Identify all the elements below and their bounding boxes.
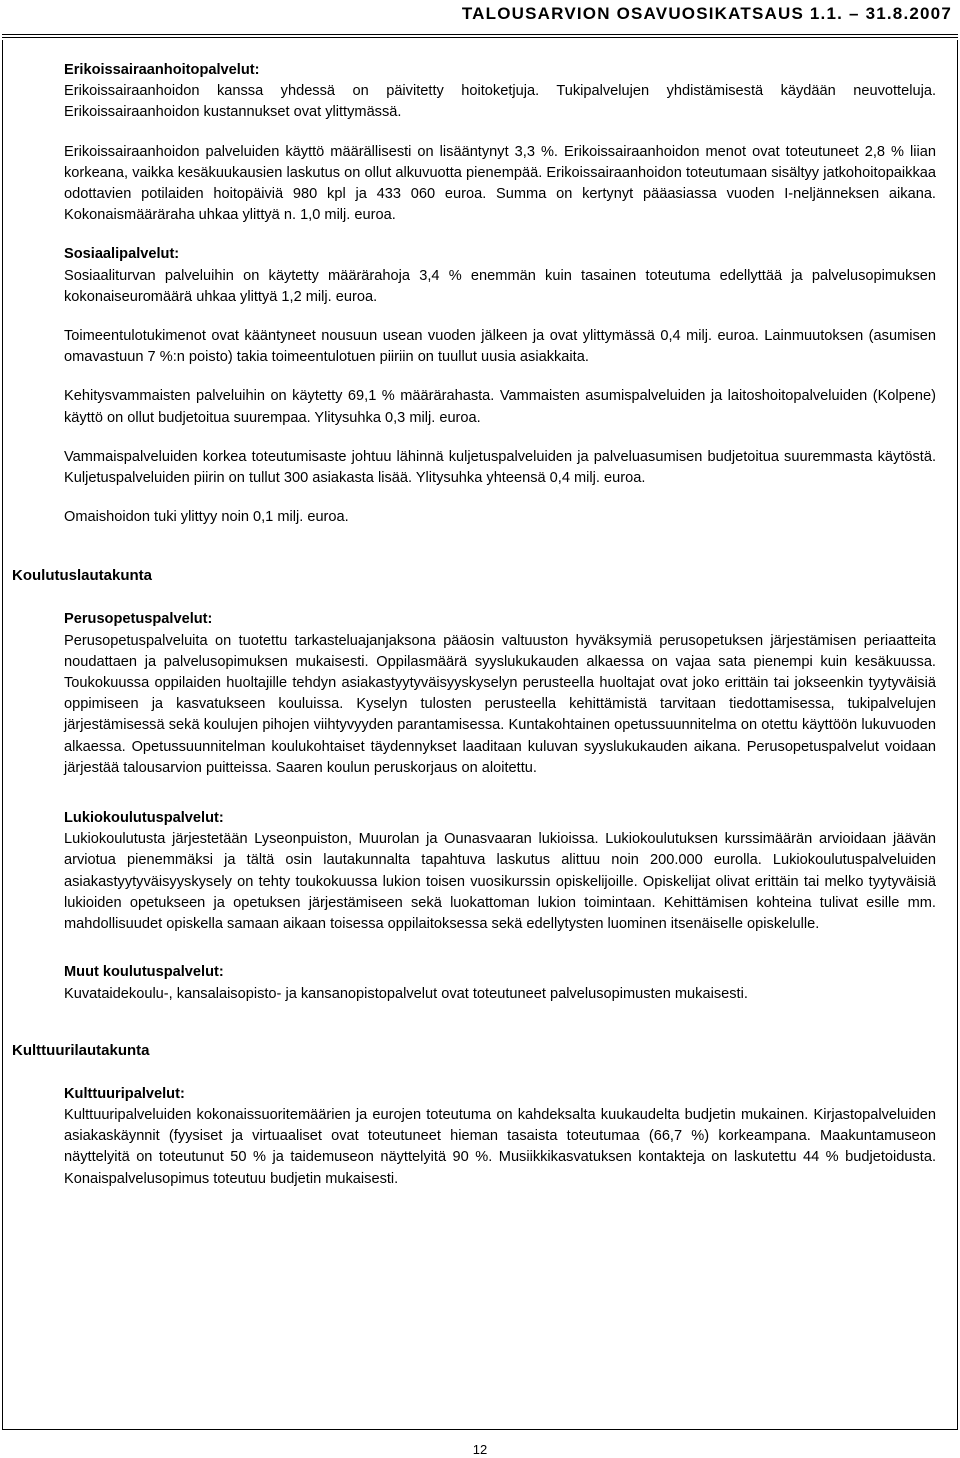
section-erikoissairaanhoito: [64, 60, 936, 226]
sosiaalipalvelut-paragraph-3: Kehitysvammaisten palveluihin on käytetty 69,1 % määrärahasta. Vammaisten asumispalveluiden ja laitoshoitopalveluiden (Kolpene) käyttö on ollut budjetoitua suurempaa. Ylitysuhka 0,3 milj. euroa.: [64, 388, 936, 426]
perusopetuspalvelut-heading: Perusopetuspalvelut:: [64, 611, 213, 628]
page-header: [0, 2, 960, 40]
muut-koulutuspalvelut-heading: Muut koulutuspalvelut:: [64, 964, 224, 981]
erikoissairaanhoito-heading: Erikoissairaanhoitopalvelut:: [64, 62, 260, 78]
section-perusopetuspalvelut: [64, 609, 936, 779]
section-sosiaalipalvelut: [64, 244, 936, 528]
sosiaalipalvelut-paragraph-1: Sosiaaliturvan palveluihin on käytetty määrärahoja 3,4 % enemmän kuin tasainen toteutuma edellyttää ja palvelusopimuksen kokonaiseuromäärä uhkaa ylittyä 1,2 milj. euroa.: [64, 267, 936, 305]
sosiaalipalvelut-paragraph-2: Toimeentulotukimenot ovat kääntyneet nousuun usean vuoden jälkeen ja ovat ylittymässä 0,4 milj. euroa. Lainmuutoksen (asumisen omavastuun 7 %:n poisto) takia toimeentulotuen piiriin on tuullut uusia asiakkaita.: [64, 328, 936, 366]
lukiokoulutuspalvelut-heading: Lukiokoulutuspalvelut:: [64, 810, 224, 827]
sosiaalipalvelut-paragraph-4: Vammaispalveluiden korkea toteutumisaste johtuu lähinnä kuljetuspalveluiden ja palveluasumisen budjetoitua suuremmasta käytöstä. Kuljetuspalveluiden piirin on tullut 300 asiakasta lisää. Ylitysuhka yhteensä 0,4 milj. euroa.: [64, 448, 936, 487]
sosiaalipalvelut-paragraph-5: Omaishoidon tuki ylittyy noin 0,1 milj. euroa.: [64, 509, 349, 526]
page-number: 12: [472, 1442, 488, 1457]
perusopetuspalvelut-paragraph: Perusopetuspalveluita on tuotettu tarkasteluajanjaksona pääosin valtuuston hyväksymiä perusopetuksen järjestämisen periaatteita noudattaen ja palvelusopimuksen mukaisesti. Oppilasmäärä syyslukukauden alkaessa on vajaa sata pienempi kuin kesäkuussa. Toukokuussa oppilaiden huoltajille tehdyn asiakastyytyväisyyskyselyn perusteella huoltajat ovat joko erittäin tai jokseenkin tyytyväisiä oppimiseen ja kasvatukseen kouluissa. Kyselyn tulosten perusteella kehittämistä tarvitaan tiedottamisessa, tukipalvelujen järjestämisessä sekä koulujen pihojen viihtyvyyden parantamisessa. Kuntakohtainen opetussuunnitelma on otettu käyttöön lukuvuoden alkaessa. Opetussuunnitelman koulukohtaiset täydennykset laaditaan kuluvan syyslukukauden aikana. Perusopetuspalvelut voidaan järjestää talousarvion puitteissa. Saaren koulun peruskorjaus on aloitettu.: [64, 632, 936, 776]
section-kulttuuripalvelut: [64, 1084, 936, 1190]
document-body: [0, 60, 960, 1190]
muut-koulutuspalvelut-paragraph: Kuvataidekoulu-, kansalaisopisto- ja kansanopistopalvelut ovat toteutuneet palvelusopimusten mukaisesti.: [64, 985, 748, 1002]
header-double-rule: [2, 34, 958, 38]
kulttuurilautakunta-title: Kulttuurilautakunta: [12, 1041, 150, 1059]
kulttuuripalvelut-paragraph: Kulttuuripalveluiden kokonaissuoritemäärien ja eurojen toteutuma on kahdeksalta kuukaudelta budjetin mukainen. Kirjastopalveluiden asiakaskäynnit (fyysiset ja virtuaaliset ovat toteutuneet hieman tasaista toteutumaa (66,7 %) korkeampana. Maakuntamuseon näyttelyitä on toteutunut 50 % ja taidemuseon näyttelyitä 90 %. Musiikkikasvatuksen kontakteja on laskutettu 44 % budjetoidusta. Konaispalvelusopimus toteutuu budjetin mukaisesti.: [64, 1106, 936, 1187]
section-muut-koulutuspalvelut: [64, 962, 936, 1004]
section-lukiokoulutuspalvelut: [64, 808, 936, 935]
lukiokoulutuspalvelut-paragraph: Lukiokoulutusta järjestetään Lyseonpuiston, Muurolan ja Ounasvaaran lukioissa. Lukiokoulutuksen kurssimäärän arvioidaan jäävän arviotua pienemmäksi ja tältä osin lautakunnalta tapahtuva laskutus alittuu noin 200.000 eurolla. Lukiokoulutuspalveluiden asiakastyytyväisyyskysely on tehty toukokuussa lukion toisen vuosikurssin opiskelijoille. Opiskelijat olivat erittäin tai melko tyytyväisiä lukioiden opetukseen ja opetuksen järjestämiseen sekä luokattoman lukion toimintaan. Kehittämisen kohteina tulivat esille mm. mahdollisuudet opiskella samaan aikaan toisessa oppilaitoksessa sekä edellytysten luominen itsenäiselle opiskelulle.: [64, 831, 936, 933]
kulttuuripalvelut-heading: Kulttuuripalvelut:: [64, 1085, 185, 1102]
document-title: TALOUSARVION OSAVUOSIKATSAUS 1.1. – 31.8.2007: [461, 4, 952, 23]
sosiaalipalvelut-heading: Sosiaalipalvelut:: [64, 246, 180, 263]
erikoissairaanhoito-paragraph-2: Erikoissairaanhoidon palveluiden käyttö määrällisesti on lisääntynyt 3,3 %. Erikoissairaanhoidon menot ovat toteutuneet 2,8 % liian korkeana, vaikka kesäkuukausien laskutus on ollut alkuvuotta pienempää. Erikoissairaanhoidon toteutumaan sisältyy jatkohoitopaikkaa odottavien potilaiden hoitopäiviä 980 kpl ja 433 060 euroa. Summa on kertynyt pääasiassa vuoden I-neljänneksen aikana. Kokonaismääräraha uhkaa ylittyä n. 1,0 milj. euroa.: [64, 143, 936, 224]
koulutuslautakunta-title: Koulutuslautakunta: [12, 567, 153, 585]
erikoissairaanhoito-paragraph-1: Erikoissairaanhoidon kanssa yhdessä on päivitetty hoitoketjuja. Tukipalvelujen yhdistämisestä käydään neuvotteluja. Erikoissairaanhoidon kustannukset ovat ylittymässä.: [64, 83, 936, 121]
